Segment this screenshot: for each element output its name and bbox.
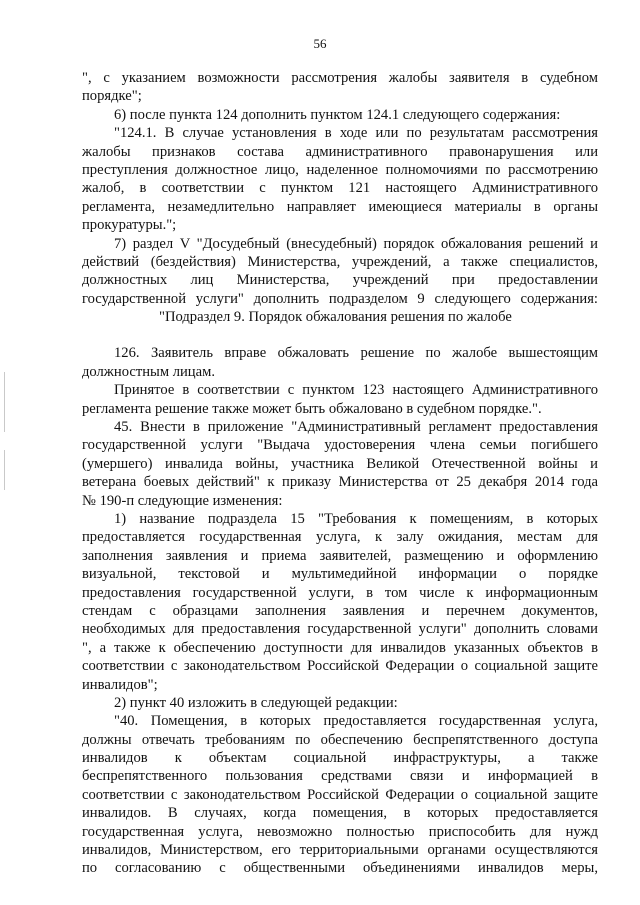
text-line: должностных лиц Министерства, учреждений при предоставлении [82,272,598,289]
text-line: инвалидов"; [82,676,158,693]
text-line: инвалидов, Министерством, его территориальными органами осуществляются [82,842,598,859]
text-line: ", а также к обеспечению доступности для инвалидов указанных объектов в [82,639,598,656]
text-line: "124.1. В случае установления в ходе или по результатам рассмотрения [114,125,598,142]
text-line: необходимых для предоставления государственной услуги" дополнить словами [82,621,598,638]
scan-edge-mark [4,450,5,490]
scan-edge-mark [4,372,5,432]
text-line: действий (бездействия) Министерства, учреждений, а также специалистов, [82,253,598,270]
text-line: преступления должностное лицо, наделенное полномочиями по рассмотрению [82,161,598,178]
text-line: стендам с образцами заполнения заявления и перечнем документов, [82,602,598,619]
text-line: (умершего) инвалида войны, участника Великой Отечественной войны и [82,455,598,472]
text-line: должностным лицам. [82,363,215,380]
text-line: 45. Внести в приложение "Административный регламент предоставления [114,419,598,436]
document-body [82,69,598,878]
text-line: 7) раздел V "Досудебный (внесудебный) порядок обжалования решений и [114,235,598,252]
text-line: инвалидов к объектам социальной инфраструктуры, а также [82,750,598,767]
text-line: № 190-п следующие изменения: [82,492,283,509]
text-line: Принятое в соответствии с пунктом 123 настоящего Административного [114,382,598,399]
text-line: ", с указанием возможности рассмотрения жалобы заявителя в судебном [82,70,598,86]
text-line: ветерана боевых действий" к приказу Министерства от 25 декабря 2014 года [82,474,598,491]
text-line: жалобы признаков состава административного правонарушения или [82,143,598,160]
text-line: инвалидов. В случаях, когда помещения, в которых предоставляется [82,805,598,822]
text-line: 126. Заявитель вправе обжаловать решение по жалобе вышестоящим [114,345,598,362]
text-line: 1) название подраздела 15 "Требования к помещениям, в которых [114,510,598,527]
text-line: предоставления государственной услуги, в том числе к информационным [82,584,598,601]
text-line: регламента решение также может быть обжаловано в судебном порядке.". [82,400,542,417]
text-line: 6) после пункта 124 дополнить пунктом 124.1 следующего содержания: [114,106,561,123]
text-line: беспрепятственного пользования средствами связи и информацией в [82,768,598,785]
text-line: должны отвечать требованиям по обеспечению беспрепятственного доступа [82,731,598,748]
text-line: жалоб, в соответствии с пунктом 121 настоящего Административного [82,180,598,197]
text-line: по согласованию с общественными объединениями инвалидов меры, [82,860,598,877]
text-line: регламента, незамедлительно направляет имеющиеся материалы в органы [82,198,598,215]
text-line: соответствии с законодательством Российской Федерации о социальной защите [82,786,598,803]
text-line: государственной услуги" дополнить подразделом 9 следующего содержания: [82,290,598,307]
text-line: предоставляется государственная услуга, к залу ожидания, местам для [82,529,598,546]
paragraph-gap [82,326,598,344]
text-line: государственная услуга, невозможно полностью приспособить для нужд [82,823,598,840]
page-number: 56 [313,36,327,51]
text-line: "Подраздел 9. Порядок обжалования решения по жалобе [159,309,512,326]
text-line: "40. Помещения, в которых предоставляется государственная услуга, [114,713,598,730]
text-line: соответствии с законодательством Российской Федерации о социальной защите [82,658,598,675]
text-line: государственной услуги "Выдача удостоверения члена семьи погибшего [82,437,598,454]
text-line: прокуратуры."; [82,217,177,234]
text-line: заполнения заявления и приема заявителей, размещению и оформлению [82,547,598,564]
text-line: визуальной, текстовой и мультимедийной информации о порядке [82,566,598,583]
text-line: порядке"; [82,88,142,105]
text-line: 2) пункт 40 изложить в следующей редакции: [114,694,398,711]
